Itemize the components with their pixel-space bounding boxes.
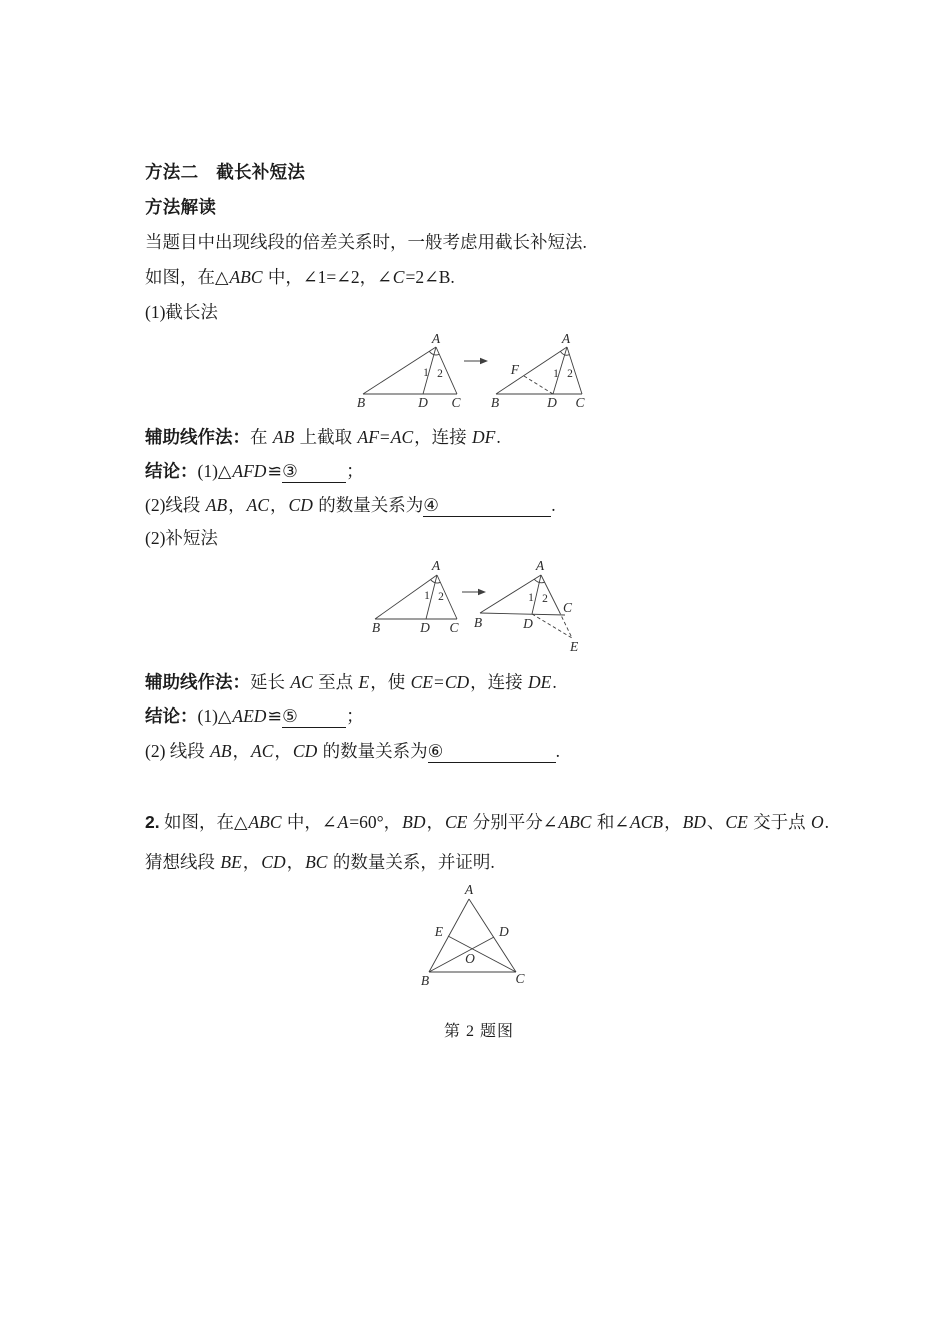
- text-segment: 当题目中出现线段的倍差关系时，一般考虑用截长补短法.: [145, 232, 587, 252]
- text-segment: 在: [250, 427, 272, 447]
- text-segment: 交于点: [748, 812, 811, 832]
- text-segment: 至点: [313, 672, 358, 692]
- text-segment: AB: [205, 495, 228, 515]
- text-segment: AED: [232, 706, 267, 726]
- angle-label-2: 2: [437, 368, 443, 380]
- text-segment: 的数量关系，并证明.: [328, 852, 495, 872]
- text-segment: =60°，: [349, 812, 402, 832]
- edge-ac: [469, 899, 516, 972]
- text-segment: 2.: [145, 812, 160, 832]
- aux-construction-1: [145, 426, 501, 448]
- dashed-de: [532, 614, 572, 638]
- given-conditions: [145, 266, 455, 288]
- text-segment: =: [433, 672, 444, 692]
- arrow-head: [478, 589, 486, 595]
- text-segment: BD: [682, 812, 706, 832]
- cut-method-label: [145, 301, 218, 323]
- vertex-label-a: A: [464, 882, 474, 897]
- text-segment: (2)补短法: [145, 528, 218, 548]
- text-segment: CE: [444, 812, 468, 832]
- text-segment: CE: [725, 812, 748, 832]
- figure-cut-long: [350, 332, 600, 417]
- point-label-e: E: [434, 924, 443, 939]
- bisector-ce: [448, 936, 516, 972]
- text-segment: ，: [664, 812, 682, 832]
- conclusion-1: [145, 460, 364, 483]
- text-segment: 分别平分∠: [468, 812, 558, 832]
- vertex-label-b: B: [371, 620, 381, 635]
- text-segment: .: [496, 427, 501, 447]
- text-segment: ，: [270, 495, 288, 515]
- text-segment: AB: [210, 741, 232, 761]
- extend-method-label: [145, 527, 218, 549]
- relation-1: [145, 494, 556, 517]
- text-segment: .: [555, 741, 560, 761]
- text-segment: 方法解读: [145, 197, 217, 217]
- text-segment: BC: [305, 852, 328, 872]
- point-label-d: D: [420, 620, 430, 635]
- text-segment: CD: [261, 852, 286, 872]
- dashed-fd: [524, 376, 553, 394]
- text-segment: ≌: [267, 461, 283, 481]
- text-segment: 的数量关系为: [318, 741, 428, 761]
- text-segment: ；: [346, 461, 364, 481]
- text-segment: A: [337, 812, 349, 832]
- problem2-line1: [145, 811, 829, 833]
- text-segment: 延长: [250, 672, 290, 692]
- text-segment: 和∠: [592, 812, 629, 832]
- vertex-label-a: A: [535, 558, 545, 573]
- text-segment: .: [824, 812, 830, 832]
- vertex-label-b: B: [490, 395, 500, 410]
- vertex-label-b: B: [356, 395, 366, 410]
- text-segment: 猜想线段: [145, 852, 220, 872]
- text-segment: ，: [426, 812, 444, 832]
- conclusion-2: [145, 705, 364, 728]
- angle-label-1: 1: [424, 590, 430, 602]
- text-segment: ABC: [558, 812, 592, 832]
- arrow-head: [480, 358, 488, 364]
- point-label-o: O: [465, 951, 475, 966]
- text-segment: BD: [402, 812, 426, 832]
- aux-construction-2: [145, 671, 557, 693]
- figure-problem2: [408, 884, 553, 996]
- vertex-label-c: C: [515, 971, 525, 986]
- method-title: [145, 161, 305, 183]
- vertex-label-a: A: [431, 558, 441, 573]
- answer-blank: ⑥: [428, 740, 556, 763]
- text-segment: ≌: [267, 706, 283, 726]
- angle-label-1: 1: [553, 368, 559, 380]
- angle-label-2: 2: [567, 368, 573, 380]
- text-segment: ，: [274, 741, 292, 761]
- relation-2: [145, 740, 560, 763]
- text-segment: ，连接: [414, 427, 472, 447]
- text-segment: CD: [288, 495, 313, 515]
- text-segment: 中，∠: [282, 812, 337, 832]
- point-label-d: D: [547, 395, 557, 410]
- figure-extend-short: [362, 556, 617, 660]
- text-segment: 如图，在△: [159, 812, 248, 832]
- text-segment: (1)△: [197, 461, 232, 481]
- text-segment: DF: [472, 427, 496, 447]
- text-segment: ，: [286, 852, 305, 872]
- edge-bd-extended: [480, 613, 565, 615]
- problem2-line2: [145, 851, 495, 873]
- answer-blank: ③: [282, 460, 346, 483]
- vertex-label-a: A: [561, 331, 571, 346]
- point-label-d: D: [523, 616, 533, 631]
- point-label-e: E: [570, 639, 579, 654]
- text-segment: 如图，在△: [145, 267, 229, 287]
- text-segment: 结论：: [145, 461, 198, 481]
- text-segment: AC: [290, 672, 313, 692]
- text-segment: ，: [232, 741, 251, 761]
- text-segment: 中，∠1=∠2，∠: [263, 267, 392, 287]
- text-segment: 、: [706, 812, 725, 832]
- text-segment: 辅助线作法：: [145, 427, 250, 447]
- point-label-d: D: [499, 924, 509, 939]
- text-segment: AC: [390, 427, 414, 447]
- vertex-label-c: C: [563, 600, 573, 615]
- answer-blank: ⑤: [282, 705, 346, 728]
- text-segment: (2)线段: [145, 495, 205, 515]
- text-segment: .: [551, 495, 556, 515]
- method-subtitle: [145, 196, 216, 218]
- vertex-label-b: B: [473, 615, 483, 630]
- text-segment: AC: [251, 741, 274, 761]
- text-segment: ABC: [229, 267, 263, 287]
- text-segment: AFD: [232, 461, 267, 481]
- text-segment: DE: [528, 672, 552, 692]
- intro-paragraph: [145, 231, 587, 253]
- text-segment: 辅助线作法：: [145, 672, 250, 692]
- text-segment: CD: [444, 672, 470, 692]
- text-segment: C: [392, 267, 405, 287]
- text-segment: ，使: [370, 672, 410, 692]
- angle-label-1: 1: [528, 592, 534, 604]
- text-segment: (2) 线段: [145, 741, 210, 761]
- text-segment: 结论：: [145, 706, 198, 726]
- text-segment: ，连接: [470, 672, 528, 692]
- text-segment: 方法二 截长补短法: [145, 162, 306, 182]
- text-segment: AF: [357, 427, 379, 447]
- vertex-label-c: C: [575, 395, 585, 410]
- text-segment: CD: [292, 741, 318, 761]
- text-segment: (1)△: [197, 706, 232, 726]
- text-segment: E: [358, 672, 370, 692]
- text-segment: CE: [410, 672, 433, 692]
- text-segment: (1)截长法: [145, 302, 218, 322]
- text-segment: AB: [272, 427, 295, 447]
- vertex-label-a: A: [431, 331, 441, 346]
- text-segment: =: [379, 427, 390, 447]
- answer-blank: ④: [423, 494, 551, 517]
- text-segment: ACB: [630, 812, 664, 832]
- angle-label-2: 2: [542, 593, 548, 605]
- text-segment: ；: [346, 706, 364, 726]
- text-segment: O: [811, 812, 824, 832]
- point-label-d: D: [418, 395, 428, 410]
- text-segment: 上截取: [295, 427, 357, 447]
- vertex-label-b: B: [420, 973, 430, 988]
- angle-label-2: 2: [438, 591, 444, 603]
- text-segment: AC: [246, 495, 270, 515]
- text-segment: ，: [242, 852, 261, 872]
- text-segment: .: [552, 672, 557, 692]
- text-segment: ，: [228, 495, 246, 515]
- figure-caption: 第 2 题图: [444, 1023, 515, 1040]
- angle-label-1: 1: [423, 367, 429, 379]
- vertex-label-c: C: [451, 395, 461, 410]
- point-label-f: F: [510, 362, 519, 377]
- text-segment: BE: [220, 852, 242, 872]
- text-segment: 的数量关系为: [313, 495, 424, 515]
- text-segment: =2∠B.: [405, 267, 455, 287]
- vertex-label-c: C: [449, 620, 459, 635]
- text-segment: ABC: [248, 812, 282, 832]
